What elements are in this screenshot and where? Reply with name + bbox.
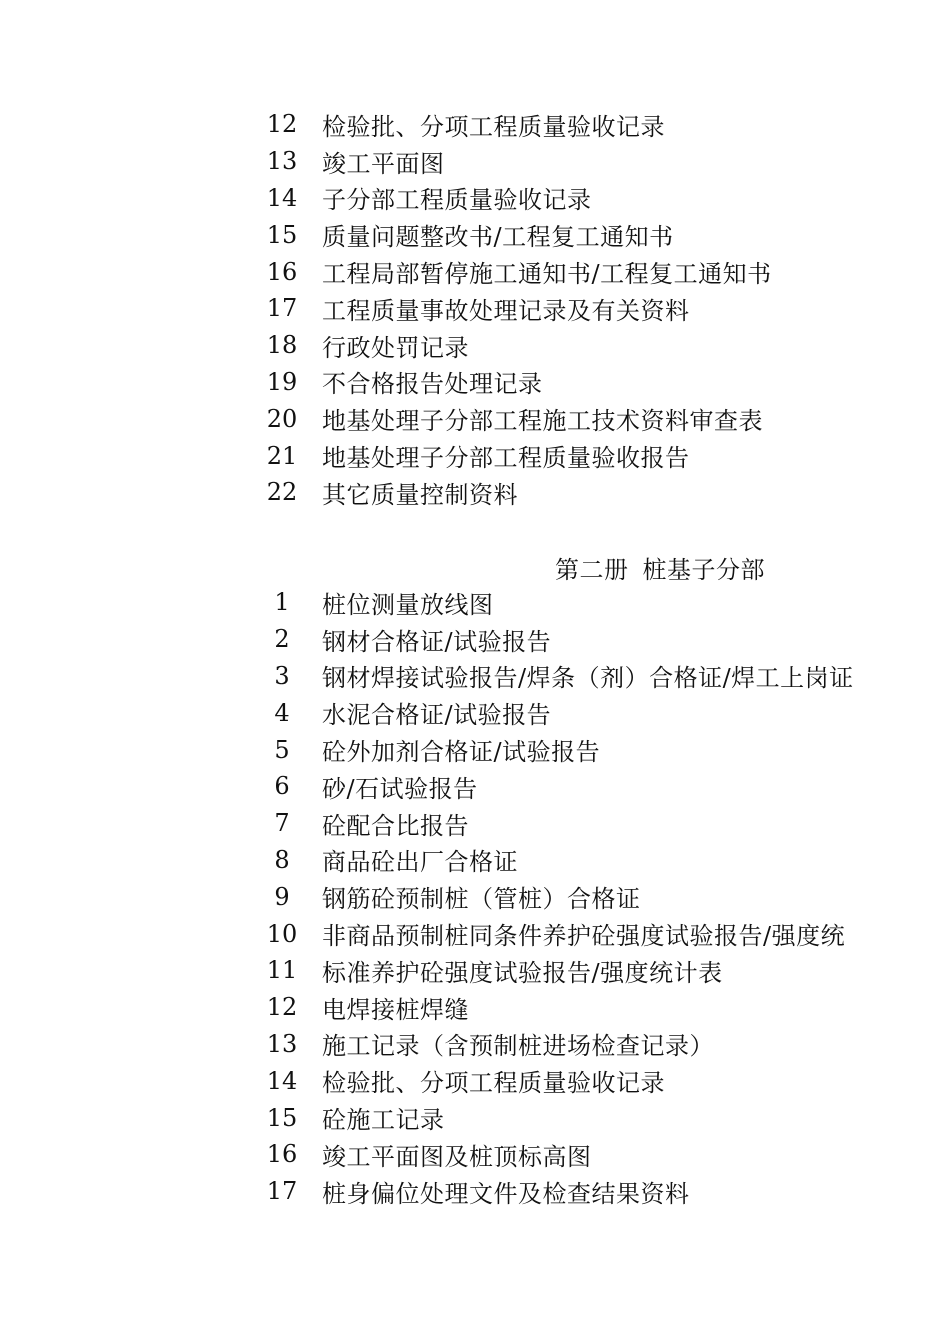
item-number: 15 [266, 220, 298, 249]
list-item [0, 768, 950, 805]
item-text: 非商品预制桩同条件养护砼强度试验报告/强度统 [322, 922, 846, 951]
item-text: 水泥合格证/试验报告 [322, 701, 552, 730]
item-number: 13 [266, 147, 298, 176]
list-item [0, 437, 950, 474]
item-number: 15 [266, 1103, 298, 1132]
item-number: 1 [274, 588, 290, 617]
item-text: 工程局部暂停施工通知书/工程复工通知书 [322, 260, 772, 289]
list-item [0, 989, 950, 1026]
list-item [0, 1062, 950, 1099]
item-number: 22 [266, 478, 298, 507]
list-item [0, 364, 950, 401]
item-number: 7 [274, 809, 290, 838]
item-number: 8 [274, 845, 290, 874]
list-item [0, 216, 950, 253]
volume-2-list [0, 584, 950, 1210]
list-item [0, 106, 950, 143]
item-number: 13 [266, 1029, 298, 1058]
item-number: 6 [274, 772, 290, 801]
list-item [0, 143, 950, 180]
item-number: 17 [266, 294, 298, 323]
item-text: 桩身偏位处理文件及检查结果资料 [322, 1179, 690, 1208]
item-text: 地基处理子分部工程质量验收报告 [322, 444, 690, 473]
list-item [0, 621, 950, 658]
item-text: 钢材焊接试验报告/焊条（剂）合格证/焊工上岗证 [322, 664, 854, 693]
item-text: 竣工平面图 [322, 149, 445, 178]
item-number: 17 [266, 1177, 298, 1206]
section-heading [555, 550, 765, 585]
item-number: 10 [266, 919, 298, 948]
list-item [0, 253, 950, 290]
list-item [0, 400, 950, 437]
list-item [0, 658, 950, 695]
item-text: 不合格报告处理记录 [322, 370, 543, 399]
item-number: 19 [266, 367, 298, 396]
item-text: 施工记录（含预制桩进场检查记录） [322, 1032, 714, 1061]
item-number: 16 [266, 1140, 298, 1169]
list-item [0, 1173, 950, 1210]
item-text: 检验批、分项工程质量验收记录 [322, 112, 665, 141]
item-number: 5 [274, 735, 290, 764]
item-text: 砼施工记录 [322, 1106, 445, 1135]
item-text: 子分部工程质量验收记录 [322, 186, 592, 215]
item-text: 钢筋砼预制桩（管桩）合格证 [322, 885, 641, 914]
item-number: 9 [274, 882, 290, 911]
item-text: 地基处理子分部工程施工技术资料审查表 [322, 407, 763, 436]
item-text: 质量问题整改书/工程复工通知书 [322, 223, 674, 252]
list-item [0, 952, 950, 989]
list-item [0, 327, 950, 364]
list-item [0, 180, 950, 217]
list-item [0, 474, 950, 511]
list-item [0, 1136, 950, 1173]
list-item [0, 290, 950, 327]
item-text: 商品砼出厂合格证 [322, 848, 518, 877]
item-text: 砼外加剂合格证/试验报告 [322, 738, 601, 767]
item-text: 砂/石试验报告 [322, 774, 478, 803]
list-item [0, 805, 950, 842]
item-number: 20 [266, 404, 298, 433]
item-number: 14 [266, 183, 298, 212]
item-text: 行政处罚记录 [322, 333, 469, 362]
volume-label: 第二册 [555, 556, 629, 584]
item-number: 4 [274, 698, 290, 727]
item-number: 14 [266, 1066, 298, 1095]
list-item [0, 1099, 950, 1136]
list-item [0, 842, 950, 879]
list-item [0, 915, 950, 952]
list-item [0, 878, 950, 915]
item-text: 砼配合比报告 [322, 811, 469, 840]
item-number: 18 [266, 331, 298, 360]
item-number: 21 [266, 441, 298, 470]
list-item [0, 584, 950, 621]
item-text: 竣工平面图及桩顶标高图 [322, 1142, 592, 1171]
list-item [0, 731, 950, 768]
item-text: 检验批、分项工程质量验收记录 [322, 1069, 665, 1098]
item-text: 钢材合格证/试验报告 [322, 627, 552, 656]
item-text: 桩位测量放线图 [322, 590, 494, 619]
item-number: 12 [266, 110, 298, 139]
item-number: 11 [266, 956, 298, 985]
volume-1-list [0, 106, 950, 511]
item-text: 电焊接桩焊缝 [322, 995, 469, 1024]
item-number: 16 [266, 257, 298, 286]
list-item [0, 1026, 950, 1063]
item-number: 2 [274, 625, 290, 654]
item-number: 3 [274, 661, 290, 690]
item-text: 工程质量事故处理记录及有关资料 [322, 296, 690, 325]
section-title: 桩基子分部 [642, 556, 765, 584]
list-item [0, 694, 950, 731]
item-number: 12 [266, 993, 298, 1022]
item-text: 标准养护砼强度试验报告/强度统计表 [322, 958, 723, 987]
item-text: 其它质量控制资料 [322, 480, 518, 509]
